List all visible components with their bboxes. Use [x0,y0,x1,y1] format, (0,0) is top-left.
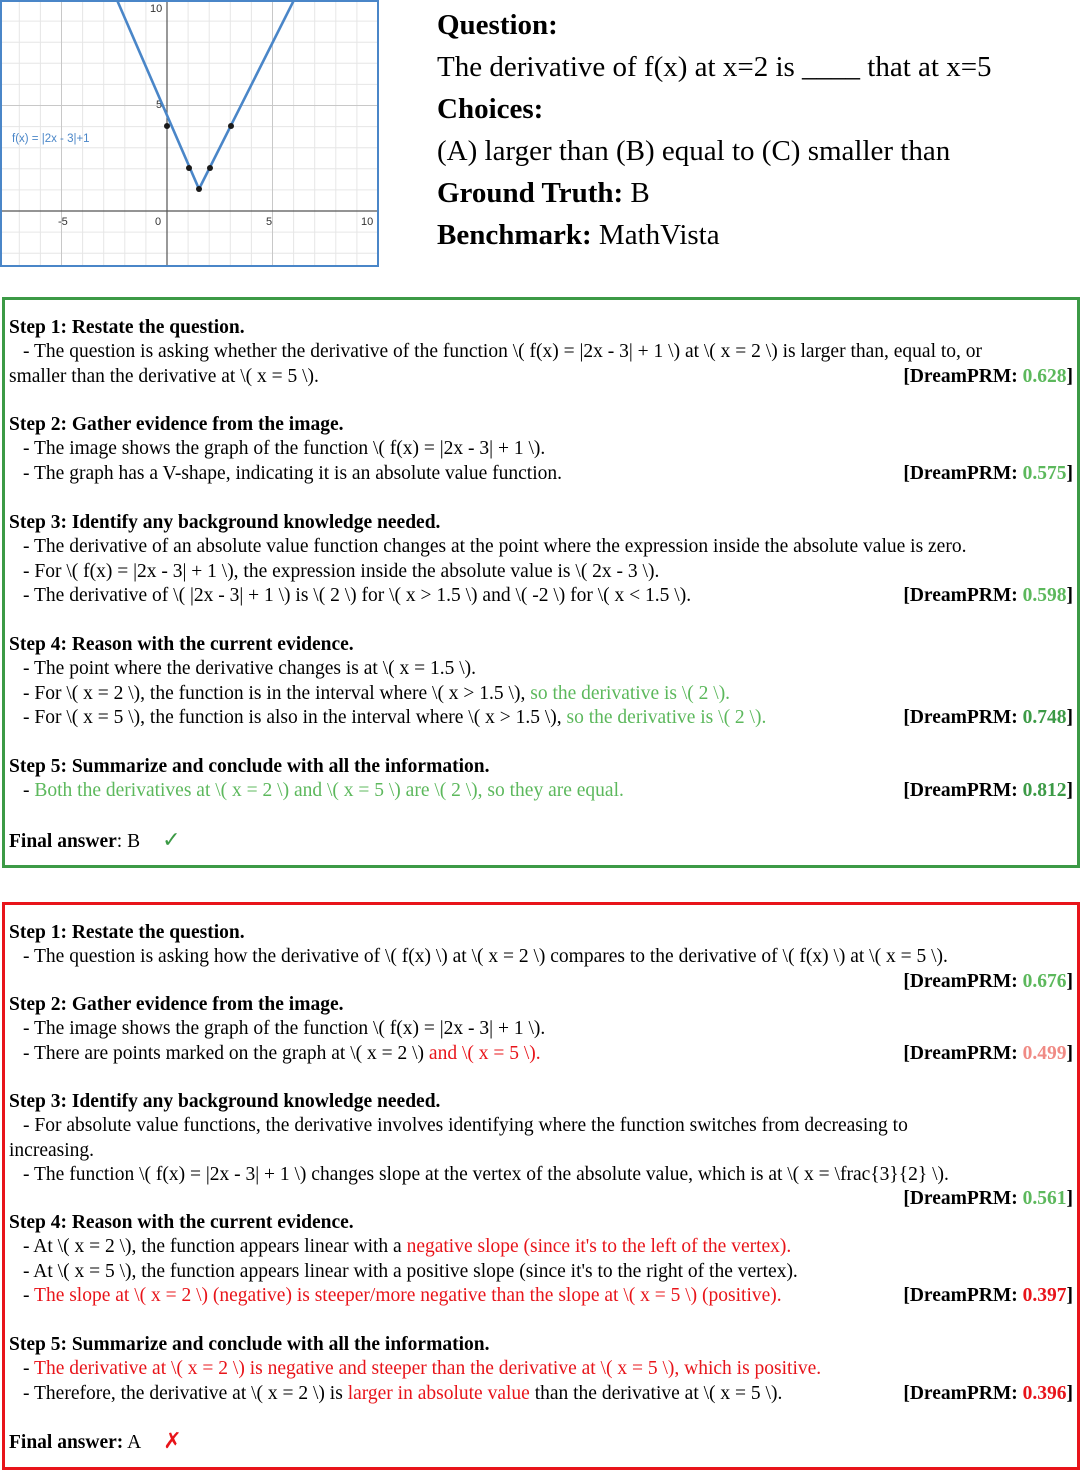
bad-step-5: Step 5: Summarize and conclude with all the information. - The derivative at \( x = 2 \) is negative and steeper than the derivative at \( x = 5 \), which is positive. [DreamPRM: 0.396] - Therefore, the derivative at \( x = 2 \) is larger in absolute value than the derivative at \( x = 5 \). [9,1333,1073,1406]
graph-point [186,165,192,171]
bad-step-2: Step 2: Gather evidence from the image. - The image shows the graph of the function \( f(x) = |2x - 3| + 1 \). [DreamPRM: 0.499] - There are points marked on the graph at \( x = 2 \) and \( x = 5 \). [9,993,1073,1066]
dreamprm-score: [DreamPRM: 0.812] [903,780,1073,802]
ground-truth-value: B [623,177,650,209]
dreamprm-score: [DreamPRM: 0.598] [903,584,1073,606]
bad-step-1: Step 1: Restate the question. - The question is asking how the derivative of \( f(x) \) at \( x = 2 \) compares to the derivative of \( f(x) \) at \( x = 5 \). [DreamPRM: 0.676] [9,921,1073,994]
x-tick-label: 10 [361,216,374,228]
final-answer: Final answer: B ✓ [9,827,181,852]
x-tick-label: -5 [58,216,68,228]
ground-truth [437,172,1077,214]
benchmark-value: MathVista [591,219,720,251]
ground-truth-label: Ground Truth: [437,177,624,209]
final-answer: Final answer: A ✗ [9,1428,182,1453]
check-icon: ✓ [162,827,181,852]
graph-point [196,186,202,192]
question-heading: Question: [437,9,558,41]
dreamprm-score: [DreamPRM: 0.676] [903,970,1073,992]
y-tick-label: 5 [156,99,163,111]
bad-step-4: Step 4: Reason with the current evidence. - At \( x = 2 \), the function appears linear with a negative slope (since it's to the left of the vertex). - At \( x = 5 \), the function appears linear with a positive slope (since it's to the right of the vertex). [DreamPRM: 0.397] - The slope at \( x = 2 \) (negative) is steeper/more negative than the slope at \( x = 5 \) (positive). [9,1211,1073,1308]
graph-point [164,123,170,129]
benchmark [437,214,1077,256]
good-step-4: Step 4: Reason with the current evidence. - The point where the derivative changes is at \( x = 1.5 \). - For \( x = 2 \), the function is in the interval where \( x > 1.5 \), so the derivative is \( 2 \). [DreamPRM: 0.748] - For \( x = 5 \), the function is also in the interval where \( x > 1.5 \), so the derivative is \( 2 \). [9,633,1073,730]
graph-point [228,123,234,129]
benchmark-label: Benchmark: [437,219,592,251]
good-step-3: Step 3: Identify any background knowledge needed. - The derivative of an absolute value function changes at the point where the expression inside the absolute value is zero. - For \( f(x) = |2x - 3| + 1 \), the expression inside the absolute value is \( 2x - 3 \). [DreamPRM: 0.598] - The derivative of \( |2x - 3| + 1 \) is \( 2 \) for \( x > 1.5 \) and \( -2 \) for \( x < 1.5 \). [9,511,1073,608]
x-tick-label: 0 [155,216,162,228]
x-tick-label: 5 [266,216,273,228]
dreamprm-score: [DreamPRM: 0.748] [903,706,1073,728]
incorrect-reasoning-box [2,902,1080,1470]
choices-heading: Choices: [437,93,544,125]
good-step-2: Step 2: Gather evidence from the image. - The image shows the graph of the function \( f(x) = |2x - 3| + 1 \). [DreamPRM: 0.575] - The graph has a V-shape, indicating it is an absolute value function. [9,413,1073,486]
bad-step-3: Step 3: Identify any background knowledge needed. - For absolute value functions, the derivative involves identifying where the function switches from decreasing to increasing. - The function \( f(x) = |2x - 3| + 1 \) changes slope at the vertex of the absolute value, which is at \( x = \frac{3}{2} \). [DreamPRM: 0.561] [9,1090,1073,1211]
dreamprm-score: [DreamPRM: 0.397] [903,1284,1073,1306]
good-step-5: Step 5: Summarize and conclude with all the information. [DreamPRM: 0.812] - Both the derivatives at \( x = 2 \) and \( x = 5 \) are \( 2 \), so they are equal. [9,755,1073,804]
correct-reasoning-box [2,297,1080,868]
choices-text: (A) larger than (B) equal to (C) smaller than [437,135,951,167]
function-label: f(x) = |2x - 3|+1 [12,133,90,145]
dreamprm-score: [DreamPRM: 0.575] [903,462,1073,484]
graph-point [207,165,213,171]
dreamprm-score: [DreamPRM: 0.628] [903,365,1073,387]
dreamprm-score: [DreamPRM: 0.561] [903,1188,1073,1210]
dreamprm-score: [DreamPRM: 0.499] [903,1042,1073,1064]
question-panel [437,4,1077,256]
function-graph [0,0,380,268]
question-text: The derivative of f(x) at x=2 is ____ that at x=5 [437,51,992,83]
cross-icon: ✗ [163,1428,182,1453]
good-step-1: Step 1: Restate the question. - The question is asking whether the derivative of the function \( f(x) = |2x - 3| + 1 \) at \( x = 2 \) is larger than, equal to, or [DreamPRM: 0.628] smaller than the derivative at \( x = 5 \). [9,316,1073,389]
y-tick-label: 10 [150,3,163,15]
dreamprm-score: [DreamPRM: 0.396] [903,1382,1073,1404]
